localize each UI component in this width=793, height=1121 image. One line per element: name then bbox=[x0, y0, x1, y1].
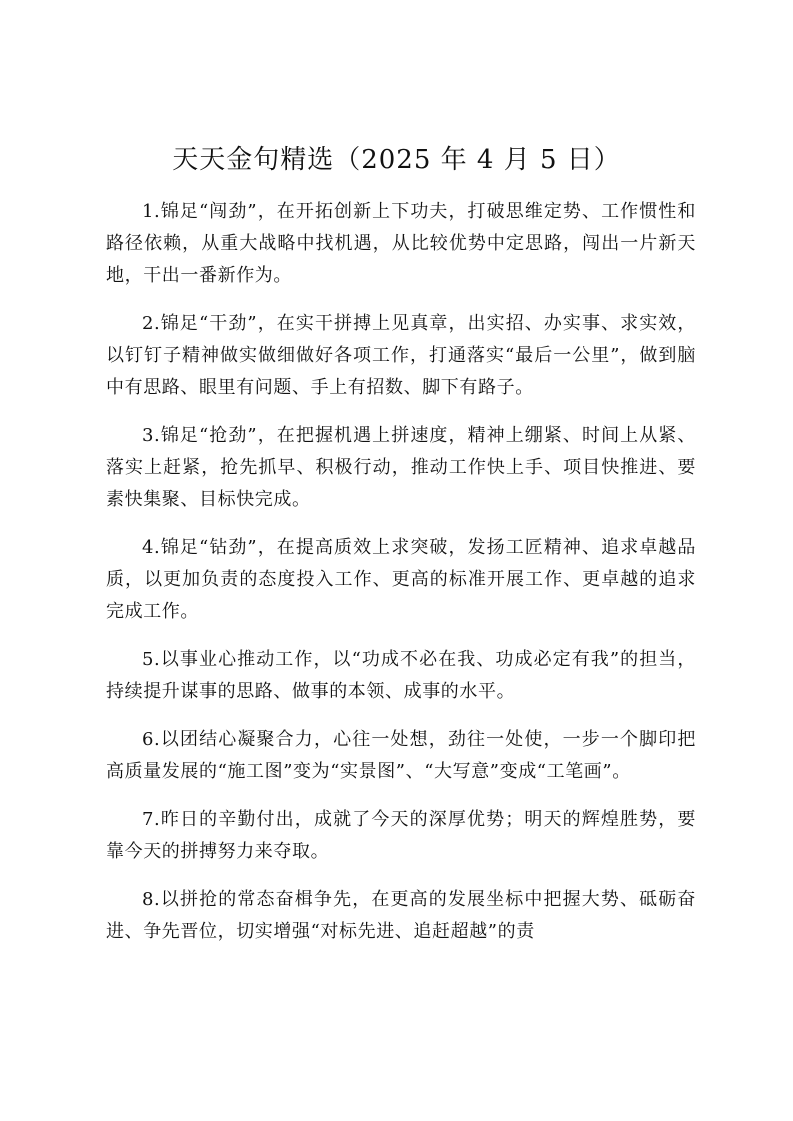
page-title: 天天金句精选（2025 年 4 月 5 日） bbox=[172, 145, 621, 175]
quote-paragraph-3: 3.锦足“抢劲”，在把握机遇上拼速度，精神上绷紧、时间上从紧、落实上赶紧，抢先抓早、积极行动，推动工作快上手、项目快推进、要素快集聚、目标快完成。 bbox=[106, 425, 696, 510]
quote-paragraph-6: 6.以团结心凝聚合力，心往一处想，劲往一处使，一步一个脚印把高质量发展的“施工图”变为“实景图”、“大写意”变成“工笔画”。 bbox=[106, 729, 696, 782]
quote-paragraph-2: 2.锦足“干劲”，在实干拼搏上见真章，出实招、办实事、求实效，以钉钉子精神做实做细做好各项工作，打通落实“最后一公里”，做到脑中有思路、眼里有问题、手上有招数、脚下有路子。 bbox=[106, 313, 696, 398]
quote-paragraph-4: 4.锦足“钻劲”，在提高质效上求突破，发扬工匠精神、追求卓越品质，以更加负责的态度投入工作、更高的标准开展工作、更卓越的追求完成工作。 bbox=[106, 537, 696, 622]
quote-list bbox=[106, 196, 696, 964]
quote-paragraph-1: 1.锦足“闯劲”，在开拓创新上下功夫，打破思维定势、工作惯性和路径依赖，从重大战略中找机遇，从比较优势中定思路，闯出一片新天地，干出一番新作为。 bbox=[106, 201, 696, 286]
quote-paragraph-5: 5.以事业心推动工作，以“功成不必在我、功成必定有我”的担当，持续提升谋事的思路、做事的本领、成事的水平。 bbox=[106, 649, 696, 702]
quote-paragraph-7: 7.昨日的辛勤付出，成就了今天的深厚优势；明天的辉煌胜势，要靠今天的拼搏努力来夺取。 bbox=[106, 809, 696, 862]
quote-paragraph-8: 8.以拼抢的常态奋楫争先，在更高的发展坐标中把握大势、砥砺奋进、争先晋位，切实增强“对标先进、追赶超越”的责 bbox=[106, 889, 696, 942]
